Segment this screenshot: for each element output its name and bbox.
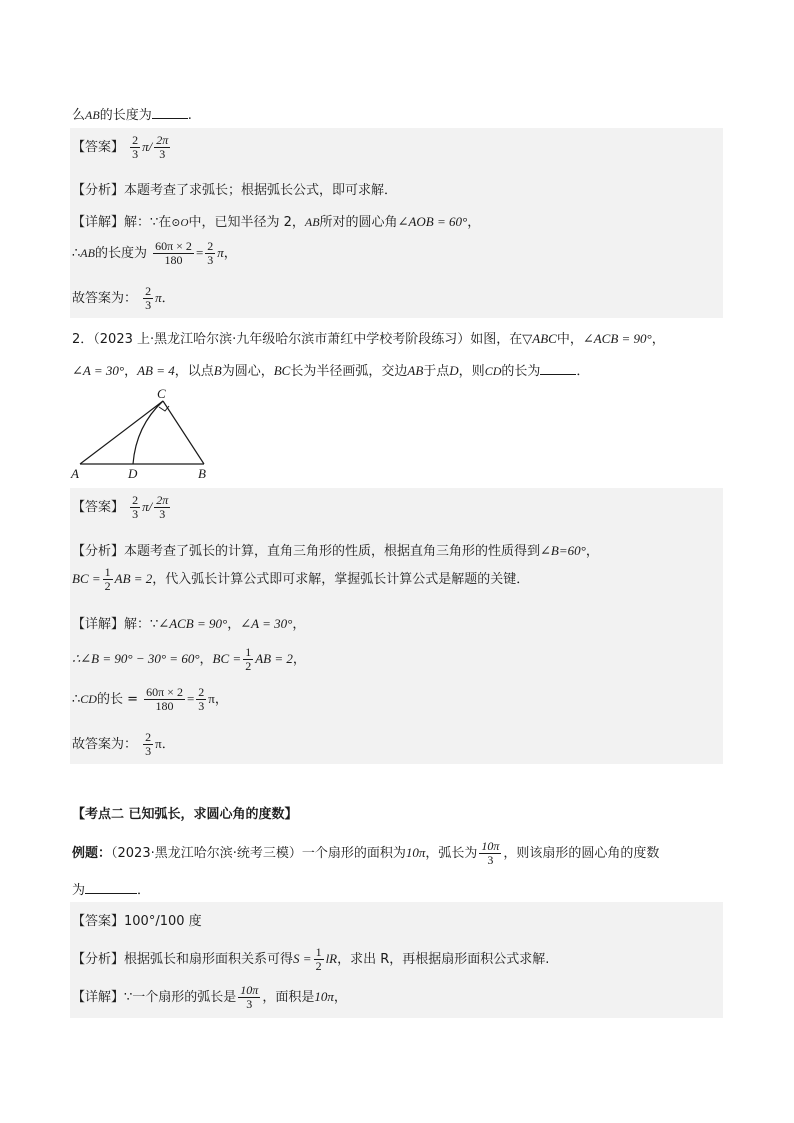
text: 所对的圆心角 — [319, 215, 398, 230]
slash: / — [148, 139, 153, 154]
q2-line-1 — [72, 328, 665, 347]
denominator: 3 — [198, 699, 205, 713]
numerator: 2π — [156, 133, 169, 147]
analysis-label: 【分析】 — [72, 183, 125, 198]
arc-cd-label: CD — [80, 692, 97, 706]
text: ， — [199, 652, 213, 667]
fraction — [243, 646, 253, 673]
denominator: 3 — [132, 507, 139, 521]
text: ，以点 — [174, 364, 214, 379]
analysis-text: 本题考查了求弧长；根据弧长公式，即可求解． — [124, 183, 398, 198]
therefore-symbol: ∴ — [72, 246, 81, 261]
numerator: 1 — [315, 945, 322, 959]
example-label: 例题： — [72, 846, 112, 861]
text: ． — [576, 364, 590, 379]
fraction — [154, 134, 170, 161]
text: 2．（2023 上·黑龙江哈尔滨·九年级哈尔滨市萧红中学校考阶段练习）如图，在 — [72, 332, 523, 347]
numerator: 2 — [132, 493, 139, 507]
text: 长为半径画弧，交边 — [290, 364, 408, 379]
numerator: 10π — [481, 839, 500, 853]
fraction — [196, 686, 206, 713]
text: （2023·黑龙江哈尔滨·统考三模）一个扇形的面积为 — [111, 846, 406, 861]
fraction — [153, 240, 194, 267]
angle-acb: ∠ACB = 90° — [582, 331, 652, 346]
text: ，则 — [458, 364, 485, 379]
analysis-text: 本题考查了弧长的计算，直角三角形的性质，根据直角三角形的性质得到 — [124, 544, 541, 559]
answer-blank — [85, 881, 137, 894]
answer-blank — [152, 106, 188, 119]
text: ． — [161, 291, 175, 306]
denominator: 3 — [207, 253, 214, 267]
text: ，代入弧长计算公式即可求解，掌握弧长计算公式是解题的关键． — [152, 572, 530, 587]
detail-line-2 — [72, 613, 305, 632]
ab-eq: AB = 2 — [114, 571, 153, 586]
area-value: 10π — [405, 845, 426, 860]
ab-eq: AB = 2 — [255, 651, 293, 666]
segment-ac-line — [80, 401, 163, 464]
text: 解：∵ — [124, 617, 159, 632]
lr-term: lR — [325, 951, 338, 966]
section-heading: 【考点二 已知弧长，求圆心角的度数】 — [72, 807, 298, 822]
point-d: D — [449, 363, 459, 378]
denominator: 2 — [315, 959, 322, 973]
detail-label: 【详解】 — [72, 215, 125, 230]
text: ． — [161, 737, 175, 752]
final-line-1 — [72, 285, 175, 312]
text: ， — [585, 544, 599, 559]
label-d: D — [128, 466, 138, 481]
fraction — [238, 984, 260, 1011]
analysis-line-2 — [72, 540, 599, 559]
numerator: 2 — [207, 239, 214, 253]
detail-label: 【详解】 — [72, 990, 125, 1005]
area-value: 10π — [314, 989, 334, 1004]
text: 于点 — [423, 364, 450, 379]
numerator: 60π × 2 — [146, 685, 183, 699]
pi-symbol: π — [155, 290, 162, 305]
arc-ab-label: AB — [304, 215, 320, 229]
denominator: 180 — [164, 253, 183, 267]
numerator: 10π — [240, 983, 259, 997]
text: 么 — [72, 108, 86, 123]
bc-eq: BC = — [212, 651, 242, 666]
denominator: 3 — [159, 507, 166, 521]
pi-symbol: π — [142, 499, 149, 514]
denominator: 3 — [145, 744, 152, 758]
pi-symbol: π — [155, 736, 162, 751]
text: 根据弧长和扇形面积关系可得 — [124, 952, 294, 967]
right-angle-mark — [159, 406, 169, 411]
text: ， — [124, 364, 138, 379]
analysis-label: 【分析】 — [72, 544, 125, 559]
denominator: 3 — [487, 853, 494, 867]
text: ， — [333, 990, 347, 1005]
text: 解：∵在 — [124, 215, 172, 230]
denominator: 2 — [104, 579, 111, 593]
final-line-2 — [72, 731, 175, 758]
fraction — [130, 494, 140, 521]
angle-b-calc: ∴∠B = 90° − 30° = 60° — [72, 651, 200, 666]
denominator: 2 — [245, 659, 252, 673]
slash: / — [148, 499, 153, 514]
numerator: 2π — [156, 493, 169, 507]
angle-acb: ∠ACB = 90° — [158, 616, 228, 631]
detail-line-3 — [72, 984, 347, 1011]
fraction — [130, 134, 140, 161]
pi-symbol: π — [217, 245, 224, 260]
arc-cd-label: CD — [484, 364, 502, 378]
denominator: 3 — [159, 147, 166, 161]
text: 中，已知半径为 2， — [188, 215, 305, 230]
analysis-line-1 — [72, 179, 397, 198]
text: ． — [137, 883, 151, 898]
text: 的长为 — [501, 364, 541, 379]
arc-ab-label: AB — [85, 108, 100, 122]
answer-label: 【答案】 — [72, 500, 125, 515]
fraction — [144, 686, 185, 713]
example-line-2 — [72, 879, 150, 898]
text: 为圆心， — [221, 364, 274, 379]
bc-line — [72, 566, 529, 593]
answer-text: 100°/100 度 — [124, 914, 202, 929]
therefore-line-2b — [72, 686, 228, 713]
answer-label: 【答案】 — [72, 914, 125, 929]
segment-bc-line — [163, 401, 204, 464]
text: ， — [292, 652, 306, 667]
numerator: 60π × 2 — [155, 239, 192, 253]
fraction — [143, 731, 153, 758]
q2-line-2 — [72, 360, 589, 379]
arc-cd — [133, 401, 163, 464]
fraction — [479, 840, 501, 867]
text: ，弧长为 — [425, 846, 478, 861]
pi-symbol: π — [142, 139, 149, 154]
numerator: 2 — [198, 685, 205, 699]
point-b: B — [213, 363, 222, 378]
text: ， — [223, 246, 237, 261]
q1-tail-line — [72, 104, 192, 123]
fraction — [314, 946, 324, 973]
analysis-line-3 — [72, 946, 549, 973]
label-c: C — [157, 386, 166, 401]
denominator: 3 — [246, 997, 253, 1011]
text: ，面积是 — [262, 990, 315, 1005]
text: ，则该扇形的圆心角的度数 — [503, 846, 660, 861]
therefore-line-1 — [72, 240, 237, 267]
numerator: 1 — [245, 645, 252, 659]
text: ， — [651, 332, 665, 347]
ab-length: AB = 4 — [137, 363, 175, 378]
detail-label: 【详解】 — [72, 617, 125, 632]
angle-a: ∠A = 30° — [240, 616, 293, 631]
bc-eq: BC = — [72, 571, 101, 586]
triangle-figure — [68, 386, 218, 482]
numerator: 2 — [145, 730, 152, 744]
text: ， — [227, 617, 241, 632]
denominator: 180 — [155, 699, 174, 713]
equals: = — [195, 245, 204, 260]
text: ∵一个扇形的弧长是 — [124, 990, 237, 1005]
analysis-label: 【分析】 — [72, 952, 125, 967]
fraction — [143, 285, 153, 312]
example-line-1 — [72, 840, 659, 867]
answer-line-1 — [72, 134, 172, 161]
angle-a: ∠A = 30° — [72, 363, 125, 378]
fraction — [205, 240, 215, 267]
text: 的长度为 — [99, 108, 152, 123]
final-text: 故答案为： — [72, 291, 138, 306]
segment-bc: BC — [273, 363, 291, 378]
equals: = — [186, 691, 195, 706]
text: ， — [292, 617, 306, 632]
final-text: 故答案为： — [72, 737, 138, 752]
angle-aob: ∠AOB = 60° — [397, 214, 468, 229]
numerator: 1 — [104, 565, 111, 579]
angle-b: ∠B=60° — [540, 543, 586, 558]
text: 的长度为 — [94, 246, 147, 261]
numerator: 2 — [132, 133, 139, 147]
text: . — [187, 108, 192, 123]
arc-ab-label: AB — [80, 246, 95, 260]
answer-blank — [540, 362, 576, 375]
pi-symbol: π — [208, 691, 215, 706]
fraction — [154, 494, 170, 521]
denominator: 3 — [132, 147, 139, 161]
numerator: 2 — [145, 284, 152, 298]
label-a: A — [71, 466, 79, 481]
fraction — [103, 566, 113, 593]
answer-line-3 — [72, 910, 202, 929]
therefore-symbol: ∴ — [72, 692, 81, 707]
circle-o-symbol: ⊙O — [171, 217, 189, 229]
answer-label: 【答案】 — [72, 140, 125, 155]
denominator: 3 — [145, 298, 152, 312]
therefore-line-2a — [72, 646, 306, 673]
text: ，求出 R，再根据扇形面积公式求解. — [337, 952, 550, 967]
s-eq: S = — [293, 951, 312, 966]
text: ， — [214, 692, 228, 707]
text: 的长 = — [96, 692, 138, 707]
detail-line-1 — [72, 211, 480, 230]
text: ， — [467, 215, 481, 230]
triangle-abc: ▽ABC — [522, 331, 557, 346]
text: 中， — [556, 332, 583, 347]
segment-ab: AB — [407, 363, 424, 378]
label-b: B — [198, 466, 206, 481]
answer-line-2 — [72, 494, 172, 521]
text: 为 — [72, 883, 86, 898]
